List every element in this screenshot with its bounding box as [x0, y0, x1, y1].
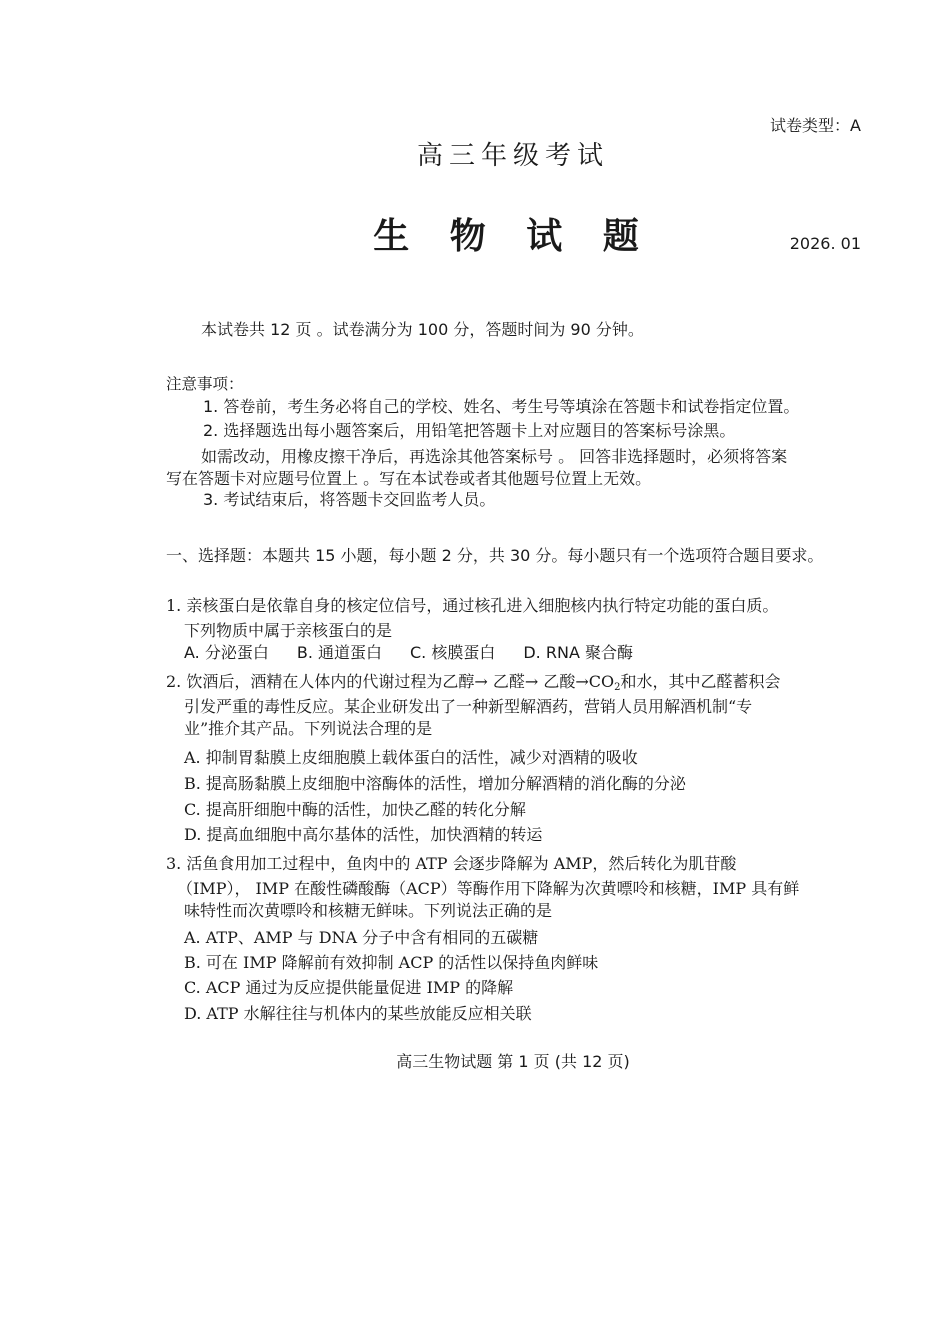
question-3-stem: 3. 活鱼食用加工过程中，鱼肉中的 ATP 会逐步降解为 AMP，然后转化为肌苷酸 [166, 854, 737, 873]
question-3-option-b[interactable]: B. 可在 IMP 降解前有效抑制 ACP 的活性以保持鱼肉鲜味 [184, 953, 599, 972]
exam-intro: 本试卷共 12 页 。试卷满分为 100 分，答题时间为 90 分钟。 [201, 320, 644, 339]
notice-label: 注意事项： [166, 375, 244, 393]
exam-date: 2026. 01 [789, 234, 861, 253]
exam-title: 高三年级考试 [416, 141, 609, 171]
subject-title: 生 物 试 题 [373, 215, 653, 257]
question-2-option-b[interactable]: B. 提高肠黏膜上皮细胞中溶酶体的活性，增加分解酒精的消化酶的分泌 [184, 774, 686, 793]
question-3-option-c[interactable]: C. ACP 通过为反应提供能量促进 IMP 的降解 [184, 978, 514, 997]
notice-item-2: 2. 选择题选出每小题答案后，用铅笔把答题卡上对应题目的答案标号涂黑。 [203, 421, 736, 440]
question-2-option-d[interactable]: D. 提高血细胞中高尔基体的活性，加快酒精的转运 [184, 825, 543, 844]
section-heading: 一、选择题：本题共 15 小题，每小题 2 分，共 30 分。每小题只有一个选项符合题目要求。 [166, 546, 824, 565]
paper-type-label: 试卷类型：A [770, 116, 861, 135]
notice-item-2-cont2: 写在答题卡对应题号位置上 。写在本试卷或者其他题号位置上无效。 [166, 469, 652, 488]
option-d[interactable]: D. RNA 聚合酶 [523, 643, 633, 662]
option-c[interactable]: C. 核膜蛋白 [410, 643, 496, 662]
question-2-option-c[interactable]: C. 提高肝细胞中酶的活性，加快乙醛的转化分解 [184, 800, 526, 819]
option-b[interactable]: B. 通道蛋白 [296, 643, 382, 662]
question-3-option-d[interactable]: D. ATP 水解往往与机体内的某些放能反应相关联 [184, 1004, 532, 1023]
question-3-stem-cont2: 味特性而次黄嘌呤和核糖无鲜味。下列说法正确的是 [184, 901, 553, 920]
question-2-stem-cont: 引发严重的毒性反应。某企业研发出了一种新型解酒药，营销人员用解酒机制“专 [184, 697, 753, 716]
page-footer: 高三生物试题 第 1 页 (共 12 页) [396, 1052, 630, 1071]
notice-item-3: 3. 考试结束后，将答题卡交回监考人员。 [203, 490, 496, 509]
notice-item-1: 1. 答卷前，考生务必将自己的学校、姓名、考生号等填涂在答题卡和试卷指定位置。 [203, 397, 800, 416]
question-1-stem: 1. 亲核蛋白是依靠自身的核定位信号，通过核孔进入细胞核内执行特定功能的蛋白质。 [166, 596, 779, 615]
question-2-stem [166, 669, 781, 693]
question-1-stem-cont: 下列物质中属于亲核蛋白的是 [184, 621, 393, 640]
question-3-option-a[interactable]: A. ATP、AMP 与 DNA 分子中含有相同的五碳糖 [184, 928, 539, 947]
question-2-option-a[interactable]: A. 抑制胃黏膜上皮细胞膜上载体蛋白的活性，减少对酒精的吸收 [184, 748, 638, 767]
notice-item-2-cont: 如需改动，用橡皮擦干净后，再选涂其他答案标号 。 回答非选择题时，必须将答案 [201, 447, 788, 466]
subscript-2: 2 [614, 682, 621, 693]
option-a[interactable]: A. 分泌蛋白 [184, 643, 269, 662]
question-2-stem-b: 和水，其中乙醛蓄积会 [620, 672, 781, 691]
question-3-stem-cont: （IMP）， IMP 在酸性磷酸酶（ACP）等酶作用下降解为次黄嘌呤和核糖，IMP 具有鲜 [177, 879, 800, 898]
question-2-stem-cont2: 业”推介其产品。下列说法合理的是 [184, 719, 433, 738]
question-1-options [184, 640, 633, 663]
question-2-stem-a: 2. 饮酒后，酒精在人体内的代谢过程为乙醇→ 乙醛→ 乙酸→CO [166, 672, 615, 691]
